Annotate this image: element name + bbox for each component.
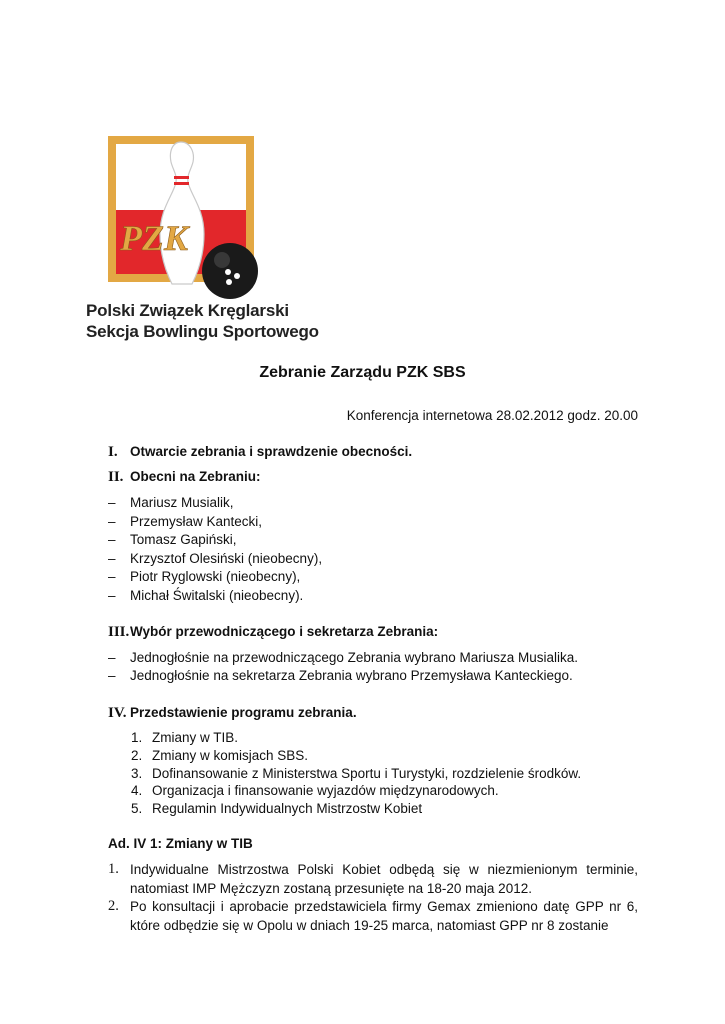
list-item: – Mariusz Musialik, <box>108 495 234 510</box>
ad-iv-1-heading: Ad. IV 1: Zmiany w TIB <box>108 836 253 851</box>
section-3-heading <box>108 624 438 641</box>
logo-caption <box>86 300 319 342</box>
agenda-item: 2. Zmiany w komisjach SBS. <box>131 748 309 763</box>
logo-letters: PZK <box>120 218 188 258</box>
section-3-number: III. <box>108 624 130 640</box>
section-4-title: Przedstawienie programu zebrania. <box>130 705 357 720</box>
section-1-number: I. <box>108 444 118 460</box>
list-item: – Michał Świtalski (nieobecny). <box>108 588 304 603</box>
section-4-number: IV. <box>108 705 127 721</box>
section-2-number: II. <box>108 469 124 485</box>
agenda-item: 1. Zmiany w TIB. <box>131 730 239 745</box>
logo-line-1: Polski Związek Kręglarski <box>86 301 289 320</box>
pzk-logo <box>86 134 319 344</box>
list-item: – Krzysztof Olesiński (nieobecny), <box>108 551 323 566</box>
ad-item: 2. Po konsultacji i aprobacie przedstawiciela firmy Gemax zmieniono datę GPP nr 6, które odbędzie się w Opolu w dniach 19-25 marca, natomiast GPP nr 8 zostanie <box>108 898 638 933</box>
list-item: – Przemysław Kantecki, <box>108 514 263 529</box>
section-1-title: Otwarcie zebrania i sprawdzenie obecności. <box>130 444 413 459</box>
list-item: – Jednogłośnie na sekretarza Zebrania wybrano Przemysława Kanteckiego. <box>108 668 573 683</box>
section-4-heading <box>108 705 357 722</box>
agenda-item: 4. Organizacja i finansowanie wyjazdów międzynarodowych. <box>131 783 499 798</box>
section-3-title: Wybór przewodniczącego i sekretarza Zebrania: <box>130 624 439 639</box>
section-1-heading <box>108 444 412 461</box>
page-title: Zebranie Zarządu PZK SBS <box>259 364 466 381</box>
list-item: – Jednogłośnie na przewodniczącego Zebrania wybrano Mariusza Musialika. <box>108 650 578 665</box>
meeting-info: Konferencja internetowa 28.02.2012 godz. 20.00 <box>346 408 638 423</box>
agenda-item: 5. Regulamin Indywidualnych Mistrzostw Kobiet <box>131 801 423 816</box>
list-item: – Tomasz Gapiński, <box>108 532 237 547</box>
ad-item: 1. Indywidualne Mistrzostwa Polski Kobiet odbędą się w niezmienionym terminie, natomiast IMP Mężczyzn zostaną przesunięte na 18-20 maja 2012. <box>108 861 638 896</box>
section-2-title: Obecni na Zebraniu: <box>130 469 261 484</box>
list-item: – Piotr Ryglowski (nieobecny), <box>108 569 301 584</box>
section-2-heading <box>108 469 261 486</box>
agenda-item: 3. Dofinansowanie z Ministerstwa Sportu i Turystyki, rozdzielenie środków. <box>131 766 582 781</box>
bowling-pin-ball-icon <box>108 136 298 306</box>
logo-line-2: Sekcja Bowlingu Sportowego <box>86 322 319 341</box>
